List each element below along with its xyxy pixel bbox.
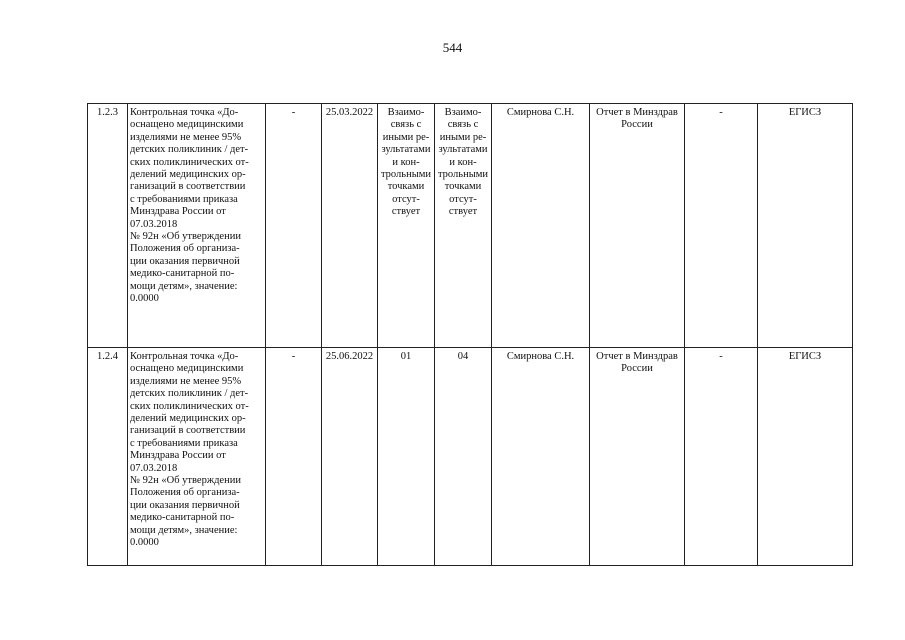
text-line: № 92н «Об утверждении	[130, 475, 241, 487]
text-line: трольными	[380, 169, 432, 181]
linked-points-cell	[435, 348, 492, 566]
table-row	[88, 348, 853, 566]
text-line: Минздрава России от	[130, 450, 226, 462]
text-line: связь с	[390, 119, 422, 131]
text-line: связь с	[447, 119, 479, 131]
text-line: ских поликлинических от-	[130, 156, 249, 168]
text-line: отсут-	[449, 193, 477, 205]
text-line: России	[621, 119, 653, 131]
document-table	[87, 103, 853, 566]
linked-results-lines	[380, 351, 432, 363]
text-line: ствует	[448, 206, 478, 218]
table-row	[88, 104, 853, 348]
report-document	[590, 348, 685, 566]
text-line: оснащено медицинскими	[130, 119, 244, 131]
text-line: России	[621, 363, 653, 375]
text-line: отсут-	[392, 193, 420, 205]
text-line: ствует	[391, 206, 421, 218]
report-document	[590, 104, 685, 348]
name-lines	[130, 351, 263, 550]
text-line: Контрольная точка «До-	[130, 351, 239, 362]
text-line: Положения об организа-	[130, 243, 240, 255]
text-line: ции оказания первичной	[130, 499, 240, 511]
text-line: зультатами	[438, 144, 488, 156]
linked-results-cell	[378, 348, 435, 566]
text-line: Отчет в Минздрав	[596, 107, 678, 118]
info-system: ЕГИСЗ	[758, 348, 853, 566]
text-line: с требованиями приказа	[130, 193, 238, 205]
text-line: Минздрава России от	[130, 206, 226, 218]
text-line: точками	[387, 181, 425, 193]
linked-results-cell	[378, 104, 435, 348]
empty-marker: -	[685, 348, 758, 566]
text-line: ганизаций в соответствии	[130, 425, 246, 437]
responsible-person: Смирнова С.Н.	[492, 348, 590, 566]
text-line: 01	[400, 351, 412, 362]
control-point-name	[128, 104, 266, 348]
text-line: и кон-	[449, 156, 477, 168]
text-line: Контрольная точка «До-	[130, 107, 239, 118]
report-document-lines	[592, 107, 682, 132]
page-number: 544	[442, 40, 463, 55]
text-line: медико-санитарной по-	[130, 268, 235, 280]
text-line: и кон-	[392, 156, 420, 168]
text-line: изделиями не менее 95%	[130, 375, 242, 387]
linked-results-lines	[380, 107, 432, 219]
name-lines	[130, 107, 263, 306]
responsible-person: Смирнова С.Н.	[492, 104, 590, 348]
end-date: 25.03.2022	[322, 104, 378, 348]
text-line: делений медицинских ор-	[130, 413, 246, 425]
text-line: медико-санитарной по-	[130, 512, 235, 524]
text-line: детских поликлиник / дет-	[130, 388, 249, 400]
report-document-lines	[592, 351, 682, 376]
text-line: ции оказания первичной	[130, 255, 240, 267]
text-line: точками	[444, 181, 482, 193]
linked-points-lines	[437, 107, 489, 219]
text-line: иными ре-	[382, 131, 430, 143]
text-line: 0.0000	[130, 537, 159, 549]
text-line: иными ре-	[439, 131, 487, 143]
text-line: № 92н «Об утверждении	[130, 231, 241, 243]
text-line: Положения об организа-	[130, 487, 240, 499]
text-line: Отчет в Минздрав	[596, 351, 678, 362]
text-line: 07.03.2018	[130, 218, 178, 230]
end-date: 25.06.2022	[322, 348, 378, 566]
control-point-name	[128, 348, 266, 566]
text-line: детских поликлиник / дет-	[130, 144, 249, 156]
linked-points-cell	[435, 104, 492, 348]
info-system: ЕГИСЗ	[758, 104, 853, 348]
linked-points-lines	[437, 351, 489, 363]
text-line: ганизаций в соответствии	[130, 181, 246, 193]
text-line: Взаимо-	[387, 107, 425, 118]
text-line: оснащено медицинскими	[130, 363, 244, 375]
text-line: изделиями не менее 95%	[130, 131, 242, 143]
text-line: мощи детям», значение:	[130, 280, 238, 292]
text-line: трольными	[437, 169, 489, 181]
start-date: -	[266, 348, 322, 566]
text-line: делений медицинских ор-	[130, 169, 246, 181]
text-line: 04	[457, 351, 469, 362]
text-line: ских поликлинических от-	[130, 400, 249, 412]
row-number: 1.2.3	[88, 104, 128, 348]
text-line: 07.03.2018	[130, 462, 178, 474]
empty-marker: -	[685, 104, 758, 348]
text-line: с требованиями приказа	[130, 437, 238, 449]
text-line: зультатами	[381, 144, 431, 156]
start-date: -	[266, 104, 322, 348]
row-number: 1.2.4	[88, 348, 128, 566]
text-line: Взаимо-	[444, 107, 482, 118]
text-line: 0.0000	[130, 293, 159, 305]
text-line: мощи детям», значение:	[130, 524, 238, 536]
